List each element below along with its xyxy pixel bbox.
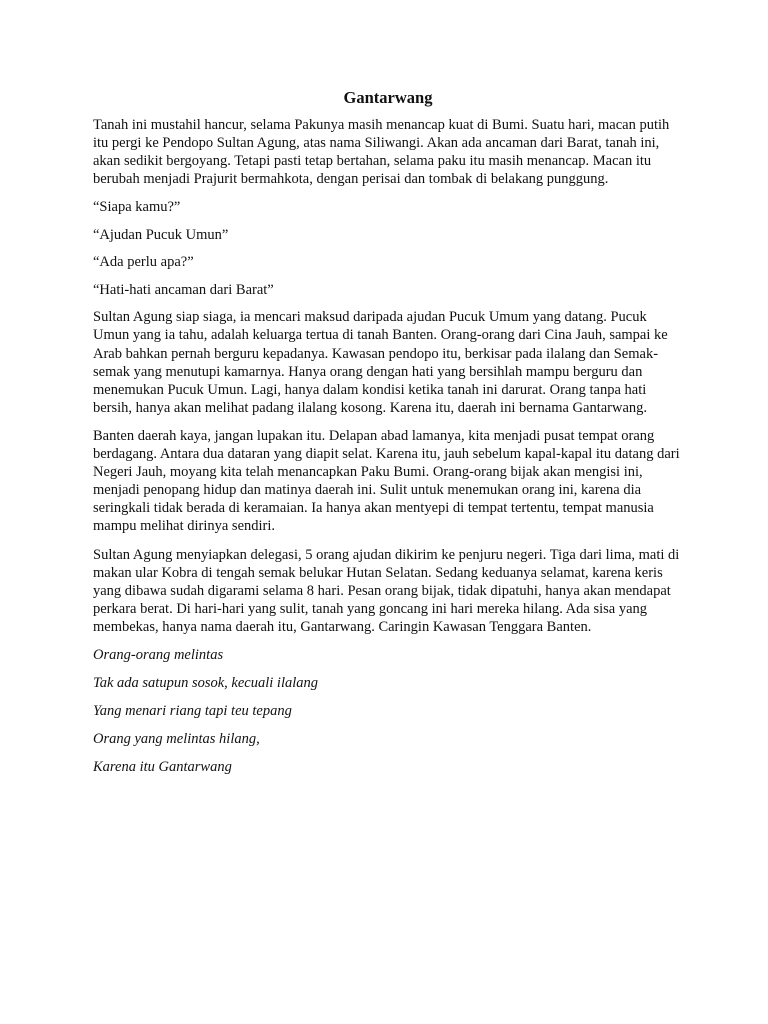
dialog-line: “Ada perlu apa?” <box>93 254 194 271</box>
dialog-line: “Siapa kamu?” <box>93 199 181 216</box>
document-page <box>93 88 683 786</box>
poem-line: Orang-orang melintas <box>93 646 224 663</box>
poem-line: Orang yang melintas hilang, <box>93 730 260 747</box>
dialog-line: “Hati-hati ancaman dari Barat” <box>93 281 274 298</box>
body-paragraph: Banten daerah kaya, jangan lupakan itu. Delapan abad lamanya, kita menjadi pusat tempat orang berdagang. Antara dua dataran yang diapit selat. Karena itu, jauh sebelum kapal-kapal itu datang dari Negeri Jauh, moyang kita telah menancapkan Paku Bumi. Orang-orang bijak akan mengisi ini, menjadi penopang hidup dan matinya daerah ini. Sulit untuk menemukan orang ini, karena dia seringkali tidak berada di keramaian. Ia hanya akan mentyepi di tempat tertentu, tempat manusia mampu melihat dirinya sendiri. <box>93 427 680 535</box>
document-title: Gantarwang <box>343 88 433 107</box>
poem-line: Tak ada satupun sosok, kecuali ilalang <box>93 674 319 691</box>
dialog-line: “Ajudan Pucuk Umun” <box>93 226 229 243</box>
poem-line: Yang menari riang tapi teu tepang <box>93 702 292 719</box>
body-paragraph: Sultan Agung menyiapkan delegasi, 5 orang ajudan dikirim ke penjuru negeri. Tiga dari lima, mati di makan ular Kobra di tengah semak belukar Hutan Selatan. Sedang keduanya selamat, karena keris yang dibawa sudah digarami selama 8 hari. Pesan orang bijak, tidak dipatuhi, hanya akan mendapat perkara berat. Di hari-hari yang sulit, tanah yang goncang ini hari mereka hilang. Ada sisa yang membekas, hanya nama daerah itu, Gantarwang. Caringin Kawasan Tenggara Banten. <box>93 546 680 635</box>
poem-line: Karena itu Gantarwang <box>93 758 232 775</box>
opening-paragraph: Tanah ini mustahil hancur, selama Pakunya masih menancap kuat di Bumi. Suatu hari, macan putih itu pergi ke Pendopo Sultan Agung, atas nama Siliwangi. Akan ada ancaman dari Barat, tanah ini, akan sedikit bergoyang. Tetapi pasti tetap bertahan, selama paku itu masih menancap. Macan itu berubah menjadi Prajurit bermahkota, dengan perisai dan tombak di belakang punggung. <box>93 117 670 188</box>
body-paragraph: Sultan Agung siap siaga, ia mencari maksud daripada ajudan Pucuk Umum yang datang. Pucuk Umun yang ia tahu, adalah keluarga tertua di tanah Banten. Orang-orang dari Cina Jauh, sampai ke Arab bahkan pernah berguru kepadanya. Kawasan pendopo itu, berkisar pada ilalang dan Semak-semak yang menutupi kamarnya. Hanya orang dengan hati yang bersihlah mampu berguru dan menemukan Pucuk Umun. Lagi, hanya dalam kondisi ketika tanah ini darurat. Orang tanpa hati bersih, hanya akan melihat padang ilalang kosong. Karena itu, daerah ini bernama Gantarwang. <box>93 309 668 416</box>
